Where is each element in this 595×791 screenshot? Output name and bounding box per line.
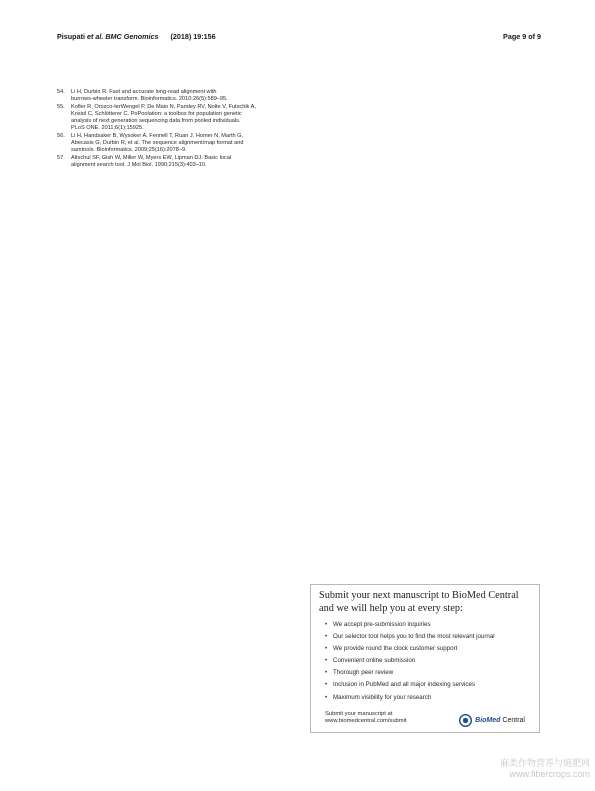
bullet-icon: • xyxy=(325,657,328,665)
advert-benefit-text: Our selector tool helps you to find the most relevant journal xyxy=(333,633,495,641)
bullet-icon: • xyxy=(325,621,328,628)
header-etal: et al. xyxy=(86,32,104,41)
reference-list xyxy=(57,89,297,169)
reference-line: Li H, Handsaker B, Wysoker A, Fennell T, Ruan J, Homer N, Marth G, xyxy=(71,132,244,139)
advert-benefit-text: Convenient online submission xyxy=(333,657,416,665)
bullet-icon: • xyxy=(325,693,328,701)
advert-benefit-text: We provide round the clock customer support xyxy=(333,645,458,653)
advert-title-line: and we will help you at every step: xyxy=(319,602,463,614)
reference-number: 56. xyxy=(57,132,65,139)
reference-number: 55. xyxy=(57,103,65,110)
logo-text-central: Central xyxy=(502,716,525,724)
reference-item xyxy=(57,133,297,155)
reference-line: PLoS ONE. 2011;6(1):15925. xyxy=(71,125,144,132)
advert-title xyxy=(319,590,535,616)
watermark-cn: 麻类作物营养与施肥网 xyxy=(499,758,590,768)
advert-benefit-text: Maximum visibility for your research xyxy=(333,693,432,701)
bullet-icon: • xyxy=(325,645,328,653)
reference-line: burrows-wheeler transform. Bioinformatics. 2010;26(5):589–95. xyxy=(71,96,228,103)
reference-item xyxy=(57,155,297,170)
reference-line: Kofler R, Orozco-terWengel P, De Maio N, Pandey RV, Nolte V, Futschik A, xyxy=(71,103,256,110)
biomed-central-logo xyxy=(459,713,525,727)
header-journal: BMC Genomics xyxy=(105,32,159,41)
submit-info xyxy=(325,711,407,726)
advert-benefit-item xyxy=(325,619,495,631)
header-volume: (2018) 19:156 xyxy=(170,32,216,41)
site-watermark xyxy=(500,758,590,780)
reference-number: 54. xyxy=(57,89,65,95)
reference-item xyxy=(57,104,297,133)
submit-label: Submit your manuscript at xyxy=(325,711,393,717)
reference-line: Abecasis G, Durbin R, et al. The sequence alignment/map format and xyxy=(71,140,244,147)
bullet-icon: • xyxy=(325,633,328,641)
advert-benefit-item xyxy=(325,655,495,667)
reference-line: Kosiol C, Schlötterer C. PoPoolation: a toolbox for population genetic xyxy=(71,110,242,117)
logo-text-biomed: BioMed xyxy=(475,716,501,724)
reference-line: samtools. Bioinformatics. 2009;25(16):2078–9. xyxy=(71,147,187,154)
watermark-url: www.fibercrops.com xyxy=(509,769,590,779)
reference-line: alignment search tool. J Mol Biol. 1990;215(3):403–10. xyxy=(71,161,207,168)
biomed-logo-icon xyxy=(459,714,472,727)
reference-line: analysis of next generation sequencing data from pooled individuals. xyxy=(71,118,241,125)
reference-line: Li H, Durbin R. Fast and accurate long-read alignment with xyxy=(71,89,217,95)
advert-benefit-item xyxy=(325,643,495,655)
page-number: Page 9 of 9 xyxy=(503,32,541,41)
advert-benefit-text: We accept pre-submission inquiries xyxy=(333,621,431,628)
advert-benefit-item xyxy=(325,667,495,679)
header-citation xyxy=(57,32,216,41)
advert-title-line: Submit your next manuscript to BioMed Central xyxy=(319,590,519,601)
advert-benefit-item xyxy=(325,679,495,691)
advert-benefit-text: Thorough peer review xyxy=(333,669,394,677)
advert-benefit-item xyxy=(325,631,495,643)
submit-url-link[interactable]: www.biomedcentral.com/submit xyxy=(325,718,407,725)
bullet-icon: • xyxy=(325,669,328,677)
header-authors: Pisupati xyxy=(57,32,85,41)
submission-advert-box xyxy=(310,584,540,733)
reference-item xyxy=(57,89,297,104)
advert-benefit-list xyxy=(325,619,495,704)
advert-benefit-text: Inclusion in PubMed and all major indexing services xyxy=(333,681,476,689)
bullet-icon: • xyxy=(325,681,328,689)
reference-number: 57. xyxy=(57,154,65,161)
advert-benefit-item xyxy=(325,692,495,704)
reference-line: Altschul SF, Gish W, Miller W, Myers EW, Lipman DJ. Basic local xyxy=(71,154,232,161)
